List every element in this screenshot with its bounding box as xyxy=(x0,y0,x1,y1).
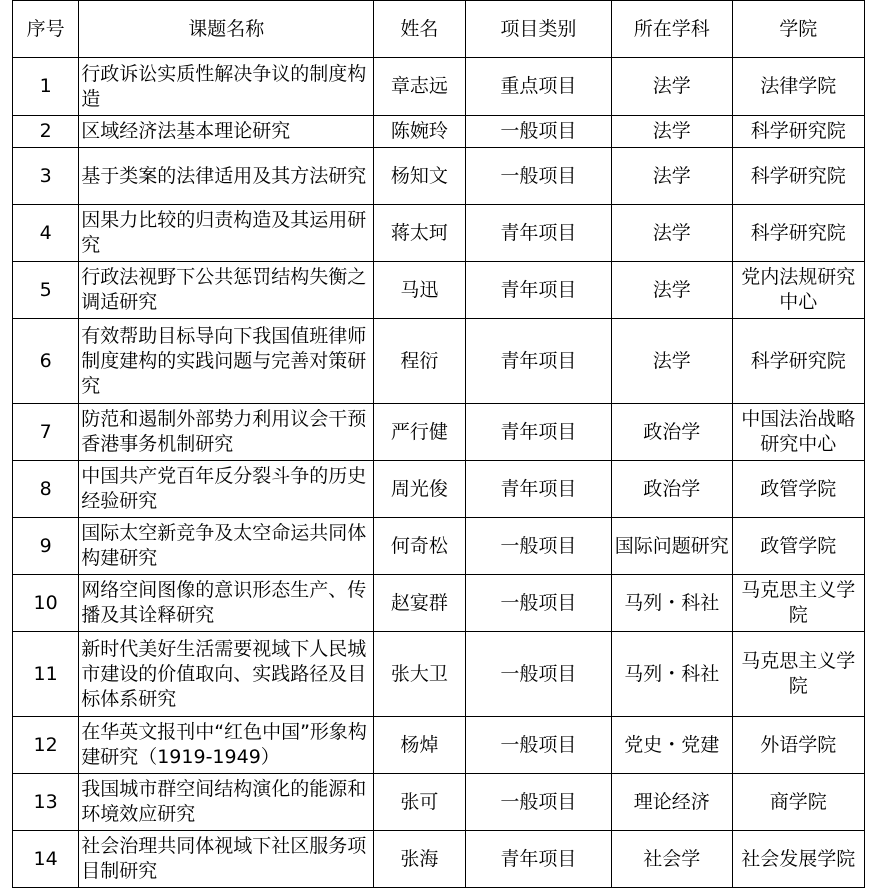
row-category: 青年项目 xyxy=(465,262,612,319)
row-number: 14 xyxy=(13,831,79,888)
row-subject: 政治学 xyxy=(612,461,732,518)
row-name: 何奇松 xyxy=(374,518,465,575)
row-college: 科学研究院 xyxy=(732,319,865,404)
project-table xyxy=(12,0,865,888)
row-name: 周光俊 xyxy=(374,461,465,518)
row-name: 杨知文 xyxy=(374,148,465,205)
row-number: 4 xyxy=(13,205,79,262)
table-row xyxy=(13,632,865,717)
row-topic: 行政法视野下公共惩罚结构失衡之调适研究 xyxy=(79,262,374,319)
row-subject: 政治学 xyxy=(612,404,732,461)
row-name: 张可 xyxy=(374,774,465,831)
row-topic: 因果力比较的归责构造及其运用研究 xyxy=(79,205,374,262)
row-name: 程衍 xyxy=(374,319,465,404)
row-topic: 国际太空新竞争及太空命运共同体构建研究 xyxy=(79,518,374,575)
row-number: 6 xyxy=(13,319,79,404)
row-name: 蒋太珂 xyxy=(374,205,465,262)
row-category: 一般项目 xyxy=(465,575,612,632)
table-row xyxy=(13,575,865,632)
row-name: 章志远 xyxy=(374,58,465,116)
row-subject: 法学 xyxy=(612,262,732,319)
row-number: 8 xyxy=(13,461,79,518)
header-num: 序号 xyxy=(13,1,79,58)
row-college: 中国法治战略研究中心 xyxy=(732,404,865,461)
table-row xyxy=(13,205,865,262)
row-topic: 基于类案的法律适用及其方法研究 xyxy=(79,148,374,205)
row-college: 马克思主义学院 xyxy=(732,575,865,632)
row-topic: 网络空间图像的意识形态生产、传播及其诠释研究 xyxy=(79,575,374,632)
row-name: 严行健 xyxy=(374,404,465,461)
table-row xyxy=(13,461,865,518)
row-number: 9 xyxy=(13,518,79,575)
row-college: 法律学院 xyxy=(732,58,865,116)
row-college: 科学研究院 xyxy=(732,205,865,262)
table-row xyxy=(13,774,865,831)
row-topic: 有效帮助目标导向下我国值班律师制度建构的实践问题与完善对策研究 xyxy=(79,319,374,404)
row-number: 5 xyxy=(13,262,79,319)
row-topic: 区域经济法基本理论研究 xyxy=(79,116,374,148)
row-name: 张大卫 xyxy=(374,632,465,717)
row-name: 陈婉玲 xyxy=(374,116,465,148)
row-subject: 法学 xyxy=(612,319,732,404)
table-row xyxy=(13,148,865,205)
row-number: 2 xyxy=(13,116,79,148)
row-subject: 马列・科社 xyxy=(612,632,732,717)
row-topic: 在华英文报刊中“红色中国”形象构建研究（1919-1949） xyxy=(79,717,374,774)
row-category: 青年项目 xyxy=(465,404,612,461)
table-row xyxy=(13,58,865,116)
table-row xyxy=(13,262,865,319)
row-category: 青年项目 xyxy=(465,831,612,888)
row-college: 政管学院 xyxy=(732,518,865,575)
row-subject: 法学 xyxy=(612,205,732,262)
row-topic: 新时代美好生活需要视域下人民城市建设的价值取向、实践路径及目标体系研究 xyxy=(79,632,374,717)
row-category: 重点项目 xyxy=(465,58,612,116)
header-row xyxy=(13,1,865,58)
row-category: 一般项目 xyxy=(465,717,612,774)
row-number: 3 xyxy=(13,148,79,205)
row-topic: 行政诉讼实质性解决争议的制度构造 xyxy=(79,58,374,116)
header-topic: 课题名称 xyxy=(79,1,374,58)
row-topic: 中国共产党百年反分裂斗争的历史经验研究 xyxy=(79,461,374,518)
row-subject: 法学 xyxy=(612,116,732,148)
row-college: 科学研究院 xyxy=(732,148,865,205)
header-college: 学院 xyxy=(732,1,865,58)
table-row xyxy=(13,717,865,774)
row-category: 一般项目 xyxy=(465,116,612,148)
table-row xyxy=(13,319,865,404)
row-topic: 我国城市群空间结构演化的能源和环境效应研究 xyxy=(79,774,374,831)
row-college: 商学院 xyxy=(732,774,865,831)
row-number: 11 xyxy=(13,632,79,717)
row-college: 社会发展学院 xyxy=(732,831,865,888)
row-name: 马迅 xyxy=(374,262,465,319)
row-college: 科学研究院 xyxy=(732,116,865,148)
row-number: 13 xyxy=(13,774,79,831)
row-subject: 法学 xyxy=(612,58,732,116)
table-row xyxy=(13,116,865,148)
header-category: 项目类别 xyxy=(465,1,612,58)
row-college: 党内法规研究中心 xyxy=(732,262,865,319)
row-category: 一般项目 xyxy=(465,632,612,717)
row-college: 政管学院 xyxy=(732,461,865,518)
row-category: 一般项目 xyxy=(465,148,612,205)
table-row xyxy=(13,518,865,575)
row-subject: 法学 xyxy=(612,148,732,205)
row-college: 马克思主义学院 xyxy=(732,632,865,717)
header-name: 姓名 xyxy=(374,1,465,58)
row-subject: 社会学 xyxy=(612,831,732,888)
table-row xyxy=(13,404,865,461)
row-name: 赵宴群 xyxy=(374,575,465,632)
row-topic: 防范和遏制外部势力利用议会干预香港事务机制研究 xyxy=(79,404,374,461)
row-category: 一般项目 xyxy=(465,518,612,575)
row-college: 外语学院 xyxy=(732,717,865,774)
table-body xyxy=(13,58,865,888)
table-row xyxy=(13,831,865,888)
header-subject: 所在学科 xyxy=(612,1,732,58)
row-name: 杨焯 xyxy=(374,717,465,774)
row-category: 一般项目 xyxy=(465,774,612,831)
row-subject: 马列・科社 xyxy=(612,575,732,632)
row-category: 青年项目 xyxy=(465,319,612,404)
row-subject: 党史・党建 xyxy=(612,717,732,774)
row-topic: 社会治理共同体视域下社区服务项目制研究 xyxy=(79,831,374,888)
row-number: 1 xyxy=(13,58,79,116)
row-subject: 国际问题研究 xyxy=(612,518,732,575)
row-name: 张海 xyxy=(374,831,465,888)
row-number: 7 xyxy=(13,404,79,461)
row-category: 青年项目 xyxy=(465,461,612,518)
row-category: 青年项目 xyxy=(465,205,612,262)
row-subject: 理论经济 xyxy=(612,774,732,831)
row-number: 10 xyxy=(13,575,79,632)
row-number: 12 xyxy=(13,717,79,774)
